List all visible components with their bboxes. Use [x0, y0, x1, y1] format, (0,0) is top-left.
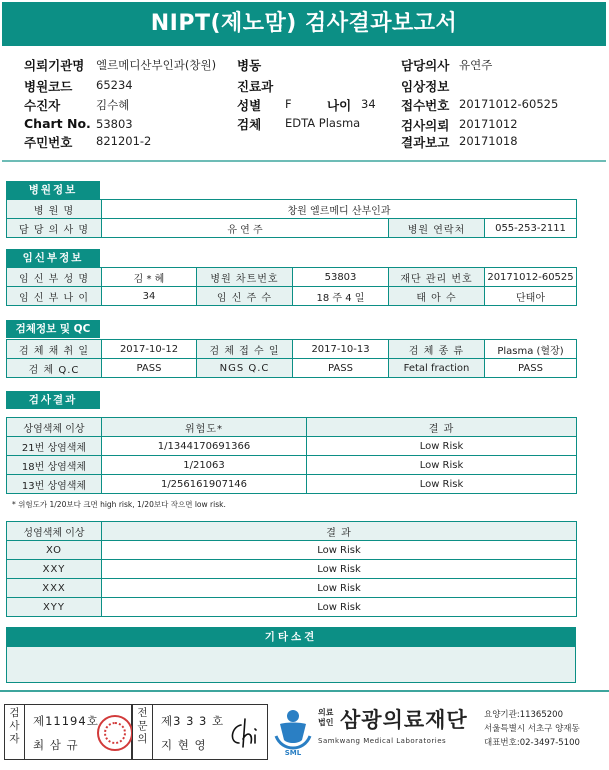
- section-results: 검사결과: [6, 391, 100, 409]
- risk-footnote: * 위험도가 1/20보다 크면 high risk, 1/20보다 작으면 low risk.: [12, 500, 226, 509]
- header-doctor: 담당의사 유연주: [401, 58, 493, 73]
- inspector-signature-box: [4, 704, 132, 760]
- chart-no-value: 53803: [293, 268, 389, 287]
- autosome-results-table: [6, 417, 577, 494]
- organization-block: [272, 704, 609, 764]
- other-findings-body: [6, 647, 576, 683]
- fetus-count-value: 단태아: [485, 287, 577, 306]
- mother-age-label: 임 신 부 나 이: [7, 287, 102, 306]
- sml-logo-icon: [272, 706, 314, 758]
- foundation-no-label: 재단 관리 번호: [389, 268, 485, 287]
- header-clinical-info: 임상정보: [401, 79, 450, 94]
- header-patient-name: 수진자 김수혜: [24, 98, 130, 113]
- hospital-info-table: [6, 199, 577, 238]
- inspector-role: 검사자: [5, 705, 25, 759]
- inspector-seal-icon: [97, 715, 133, 751]
- table-row: [7, 437, 577, 456]
- handwritten-signature-icon: [225, 713, 265, 753]
- sex-chromosome-label: XYY: [7, 598, 102, 617]
- header-chart-no: Chart No. 53803: [24, 116, 133, 131]
- table-row: [7, 560, 577, 579]
- table-row: [7, 541, 577, 560]
- org-prefix: 의료법인: [318, 708, 334, 727]
- doctor-label: 담 당 의 사 명: [7, 219, 102, 238]
- header-hospital-name: 의뢰기관명 엘르메디산부인과(창원): [24, 58, 217, 73]
- fetus-count-label: 태 아 수: [389, 287, 485, 306]
- gestational-weeks-value: 18 주 4 일: [293, 287, 389, 306]
- ngs-qc-label: NGS Q.C: [197, 359, 293, 378]
- report-title: NIPT(제노맘) 검사결과보고서: [2, 2, 606, 46]
- specimen-qc-label: 검 체 Q.C: [7, 359, 102, 378]
- sex-chromosome-label: XXX: [7, 579, 102, 598]
- foundation-no-value: 20171012-60525: [485, 268, 577, 287]
- hospital-name-label: 병 원 명: [7, 200, 102, 219]
- pregnancy-info-table: [6, 267, 577, 306]
- gestational-weeks-label: 임 신 주 수: [197, 287, 293, 306]
- risk-header: 위험도*: [102, 418, 307, 437]
- header-resident-no: 주민번호 821201-2: [24, 134, 152, 150]
- inspector-name: 최 삼 규: [33, 738, 79, 752]
- contact-value: 055-253-2111: [485, 219, 577, 238]
- result-value: Low Risk: [307, 437, 577, 456]
- org-contact-info: [484, 708, 580, 750]
- section-other-findings: 기타소견: [6, 627, 576, 647]
- sex-result-value: Low Risk: [102, 560, 577, 579]
- org-name: 삼광의료재단: [340, 708, 468, 732]
- section-pregnancy-info: 임신부정보: [6, 249, 100, 267]
- org-code: 요양기관:11365200: [484, 710, 563, 720]
- org-address: 서울특별시 서초구 양재동: [484, 724, 580, 734]
- org-english-name: Samkwang Medical Laboratories: [318, 737, 447, 745]
- receipt-date-label: 검 체 접 수 일: [197, 340, 293, 359]
- header-report-date: 결과보고 20171018: [401, 134, 518, 150]
- specimen-info-table: [6, 339, 577, 378]
- specimen-qc-value: PASS: [102, 359, 197, 378]
- chart-no-label: 병원 차트번호: [197, 268, 293, 287]
- mother-name-label: 임 신 부 성 명: [7, 268, 102, 287]
- specialist-license-no: 제3 3 3 호: [161, 714, 225, 728]
- header-age: 나이 34: [327, 97, 376, 113]
- header-hospital-code: 병원코드 65234: [24, 78, 133, 94]
- specialist-role: 전문의: [133, 705, 153, 759]
- header-ward: 병동: [237, 58, 262, 73]
- risk-value: 1/21063: [102, 456, 307, 475]
- table-row: [7, 598, 577, 617]
- sex-chromosome-results-table: [6, 521, 577, 617]
- risk-value: 1/1344170691366: [102, 437, 307, 456]
- sex-chromosome-label: XO: [7, 541, 102, 560]
- collection-date-value: 2017-10-12: [102, 340, 197, 359]
- risk-value: 1/256161907146: [102, 475, 307, 494]
- section-hospital-info: 병원정보: [6, 181, 100, 199]
- table-row: [7, 456, 577, 475]
- sex-result-header: 결 과: [102, 522, 577, 541]
- mother-name-value: 김 * 혜: [102, 268, 197, 287]
- collection-date-label: 검 체 채 취 일: [7, 340, 102, 359]
- footer-divider: [0, 690, 609, 692]
- receipt-date-value: 2017-10-13: [293, 340, 389, 359]
- mother-age-value: 34: [102, 287, 197, 306]
- section-specimen-qc: 검체정보 및 QC: [6, 320, 100, 338]
- sml-logo-text: SML: [284, 749, 302, 757]
- chromosome-label: 21번 상염색체: [7, 437, 102, 456]
- doctor-value: 유 연 주: [102, 219, 389, 238]
- result-value: Low Risk: [307, 456, 577, 475]
- sex-result-value: Low Risk: [102, 541, 577, 560]
- chromosome-label: 18번 상염색체: [7, 456, 102, 475]
- specialist-name: 지 현 영: [161, 738, 207, 752]
- hospital-name-value: 창원 엘르메디 산부인과: [102, 200, 577, 219]
- chromosome-label: 13번 상염색체: [7, 475, 102, 494]
- contact-label: 병원 연락처: [389, 219, 485, 238]
- result-value: Low Risk: [307, 475, 577, 494]
- table-row: [7, 579, 577, 598]
- result-header: 결 과: [307, 418, 577, 437]
- sex-result-value: Low Risk: [102, 579, 577, 598]
- sex-chromosome-label: XXY: [7, 560, 102, 579]
- specimen-type-value: Plasma (혈장): [485, 340, 577, 359]
- fetal-fraction-value: PASS: [485, 359, 577, 378]
- header-divider: [2, 160, 606, 162]
- table-row: [7, 475, 577, 494]
- header-receipt-no: 접수번호 20171012-60525: [401, 97, 559, 113]
- org-phone: 대표번호:02-3497-5100: [484, 738, 580, 748]
- specialist-signature-box: [132, 704, 268, 760]
- header-dept: 진료과: [237, 79, 274, 94]
- sex-result-value: Low Risk: [102, 598, 577, 617]
- ngs-qc-value: PASS: [293, 359, 389, 378]
- inspector-license-no: 제11194호: [33, 714, 99, 728]
- sex-chromosome-header: 성염색체 이상: [7, 522, 102, 541]
- fetal-fraction-label: Fetal fraction: [389, 359, 485, 378]
- header-sex: 성별 F: [237, 97, 292, 113]
- specimen-type-label: 검 체 종 류: [389, 340, 485, 359]
- header-request-date: 검사의뢰 20171012: [401, 117, 518, 133]
- autosome-header: 상염색체 이상: [7, 418, 102, 437]
- header-specimen: 검체 EDTA Plasma: [237, 116, 361, 132]
